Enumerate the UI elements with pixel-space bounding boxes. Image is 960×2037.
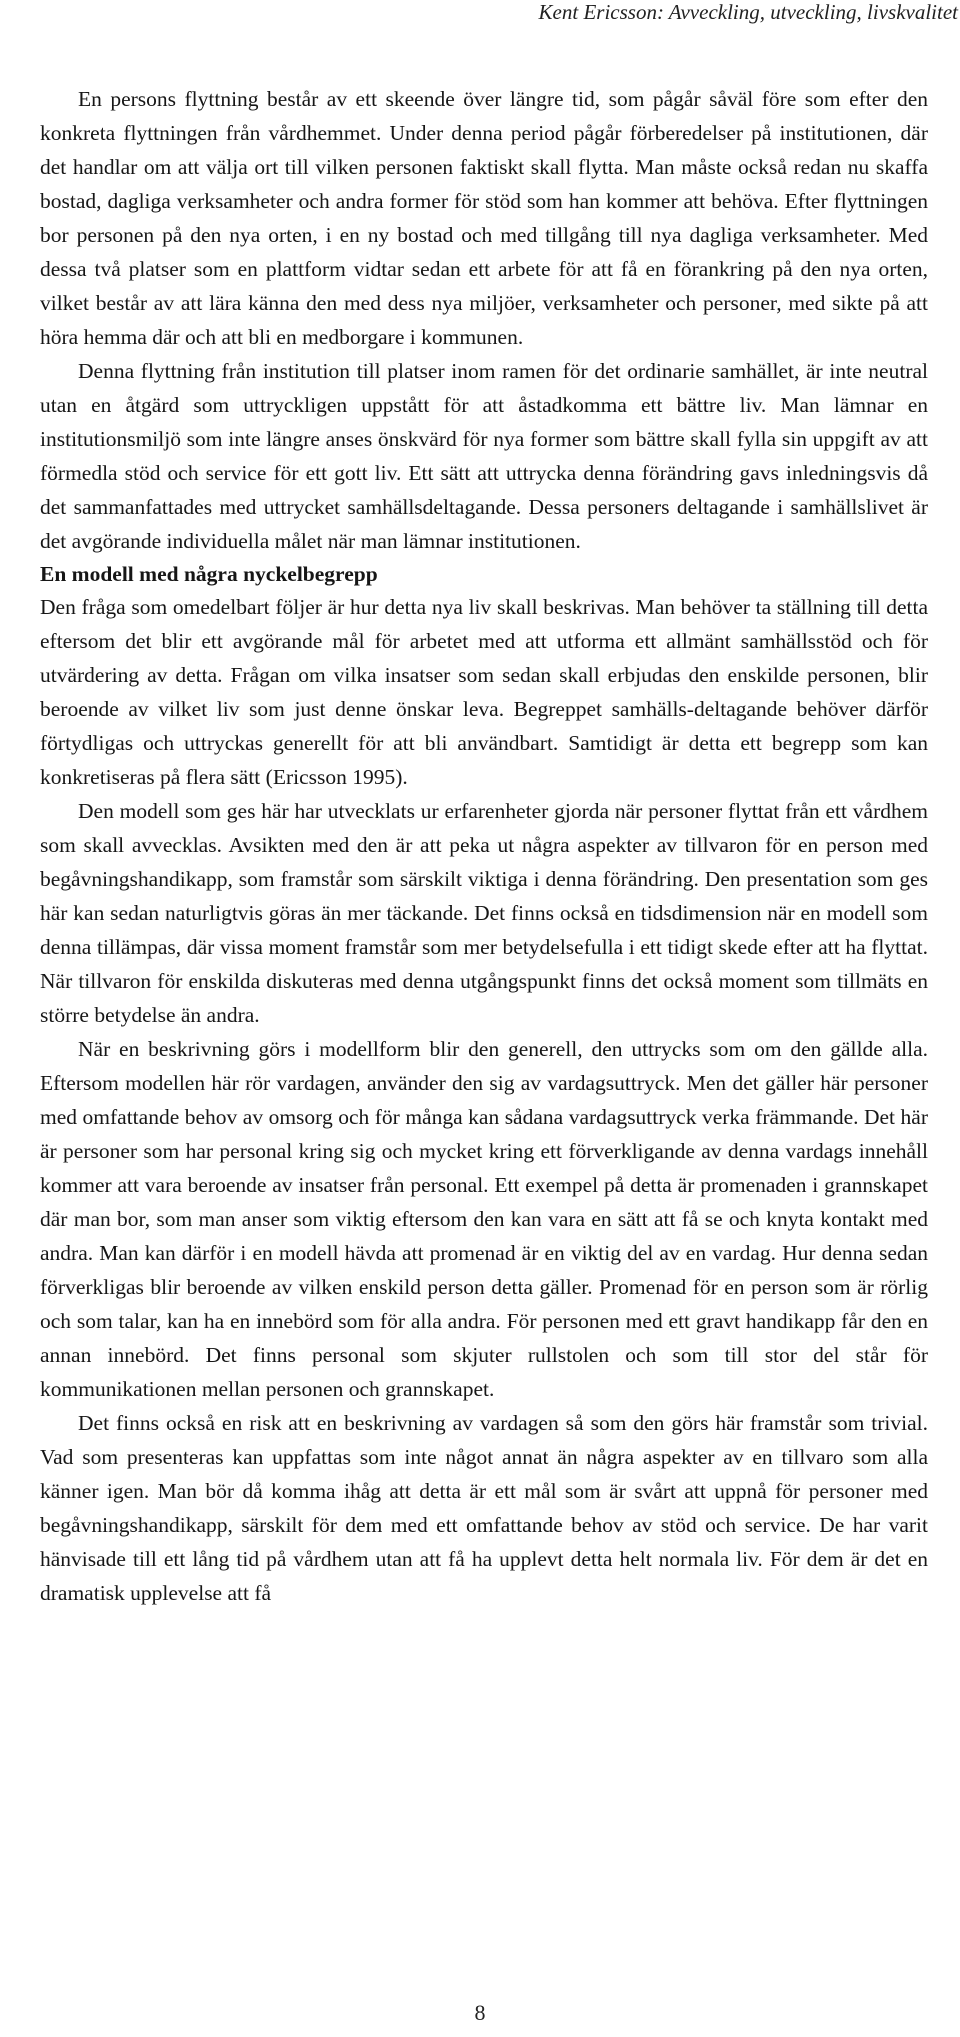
running-title: Kent Ericsson: Avveckling, utveckling, livskvalitet — [538, 0, 958, 24]
document-body — [40, 82, 928, 1610]
paragraph: En persons flyttning består av ett skeende över längre tid, som pågår såväl före som efter den konkreta flyttningen från vårdhemmet. Under denna period pågår förberedelser på institutionen, där det handlar om att välja ort till vilken personen faktiskt skall flytta. Man måste också redan nu skaffa bostad, dagliga verksamheter och andra former för stöd som han kommer att behöva. Efter flyttningen bor personen på den nya orten, i en ny bostad och med tillgång till nya dagliga verksamheter. Med dessa två platser som en plattform vidtar sedan ett arbete för att få en förankring på den nya orten, vilket består av att lära känna den med dess nya miljöer, verksamheter och personer, med sikte på att höra hemma där och att bli en medborgare i kommunen. — [40, 87, 928, 349]
paragraph: Det finns också en risk att en beskrivning av vardagen så som den görs här framstår som trivial. Vad som presenteras kan uppfattas som inte något annat än några aspekter av en tillvaro som alla känner igen. Man bör då komma ihåg att detta är ett mål som är svårt att uppnå för personer med begåvningshandikapp, särskilt för dem med ett omfattande behov av stöd och service. De har varit hänvisade till ett lång tid på vårdhem utan att få ha upplevt detta helt normala liv. För dem är det en dramatisk upplevelse att få — [40, 1411, 928, 1605]
section-heading: En modell med några nyckelbegrepp — [40, 562, 378, 586]
page-number: 8 — [474, 2000, 486, 2025]
paragraph: Den modell som ges här har utvecklats ur erfarenheter gjorda när personer flyttat från ett vårdhem som skall avvecklas. Avsikten med den är att peka ut några aspekter av tillvaron för en person med begåvningshandikapp, som framstår som särskilt viktiga i denna förändring. Den presentation som ges här kan sedan naturligtvis göras än mer täckande. Det finns också en tidsdimension när en modell som denna tillämpas, där vissa moment framstår som mer betydelsefulla i ett tidigt skede efter att ha flyttat. När tillvaron för enskilda diskuteras med denna utgångspunkt finns det också moment som tillmäts en större betydelse än andra. — [40, 799, 928, 1027]
paragraph: Denna flyttning från institution till platser inom ramen för det ordinarie samhället, är inte neutral utan en åtgärd som uttryckligen uppstått för att åstadkomma ett bättre liv. Man lämnar en institutionsmiljö som inte längre anses önskvärd för nya former som bättre skall fylla sin uppgift av att förmedla stöd och service för ett gott liv. Ett sätt att uttrycka denna förändring gavs inledningsvis då det sammanfattades med uttrycket samhällsdeltagande. Dessa personers deltagande i samhällslivet är det avgörande individuella målet när man lämnar institutionen. — [40, 359, 928, 553]
paragraph: När en beskrivning görs i modellform blir den generell, den uttrycks som om den gällde alla. Eftersom modellen här rör vardagen, använder den sig av vardagsuttryck. Men det gäller här personer med omfattande behov av omsorg och för många kan sådana vardagsuttryck verka främmande. Det här är personer som har personal kring sig och mycket kring ett förverkligande av denna vardags innehåll kommer att vara beroende av insatser från personal. Ett exempel på detta är promenaden i grannskapet där man bor, som man anser som viktig eftersom den kan vara en sätt att få se och knyta kontakt med andra. Man kan därför i en modell hävda att promenad är en viktig del av en vardag. Hur denna sedan förverkligas blir beroende av vilken enskild person detta gäller. Promenad för en person som är rörlig och som talar, kan ha en innebörd som för alla andra. För personen med ett gravt handikapp får den en annan innebörd. Det finns personal som skjuter rullstolen och som till stor del står för kommunikationen mellan personen och grannskapet. — [40, 1037, 928, 1401]
paragraph: Den fråga som omedelbart följer är hur detta nya liv skall beskrivas. Man behöver ta ställning till detta eftersom det blir ett avgörande mål för arbetet med att utforma ett allmänt samhällsstöd och för utvärdering av detta. Frågan om vilka insatser som sedan skall erbjudas den enskilde personen, blir beroende av vilket liv som just denne önskar leva. Begreppet samhälls-deltagande behöver därför förtydligas och uttryckas generellt för att bli användbart. Samtidigt är detta ett begrepp som kan konkretiseras på flera sätt (Ericsson 1995). — [40, 595, 928, 789]
running-header — [0, 0, 960, 25]
